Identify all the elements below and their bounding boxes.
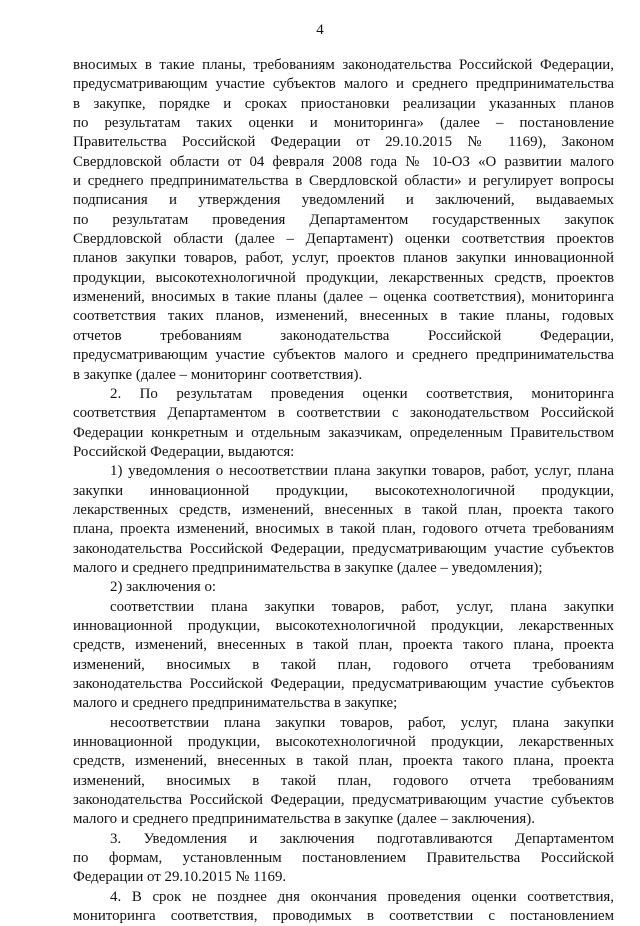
text-line: средств, изменений, внесенных в такой план, проекта такого плана, проекта xyxy=(73,753,614,770)
text-line: средств, изменений, внесенных в такой план, проекта такого плана, проекта xyxy=(73,637,614,654)
text-line: 3. Уведомления и заключения подготавливаются Департаментом xyxy=(110,830,614,847)
text-line: по результатам проведения Департаментом государственных закупок xyxy=(73,211,614,228)
text-line: малого и среднего предпринимательства в закупке; xyxy=(73,695,398,712)
text-line: Российской Федерации, выдаются: xyxy=(73,443,295,460)
text-line: законодательства Российской Федерации, предусматривающим участие субъектов xyxy=(73,676,614,692)
text-line: инновационной продукции, высокотехнологичной продукции, лекарственных xyxy=(73,734,614,751)
text-line: 2. По результатам проведения оценки соответствия, мониторинга xyxy=(110,385,614,402)
text-line: по результатам таких оценки и мониторинга» (далее – постановление xyxy=(73,115,614,132)
text-line: изменений, вносимых в такой план, годового отчета требованиям xyxy=(73,772,614,789)
text-line: 2) заключения о: xyxy=(110,579,217,596)
text-line: Правительства Российской Федерации от 29.10.2015 № 1169), Законом xyxy=(73,134,614,151)
text-line: в закупке, порядке и сроках приостановки реализации указанных планов xyxy=(73,95,614,112)
text-line: мониторинга соответствия, проводимых в соответствии с постановлением xyxy=(73,908,614,925)
text-line: предусматривающим участие субъектов малого и среднего предпринимательства xyxy=(73,347,614,364)
text-line: несоответствии плана закупки товаров, работ, услуг, плана закупки xyxy=(110,714,614,731)
text-line: плана, проекта изменений, вносимых в такой план, годового отчета требованиям xyxy=(73,521,614,538)
text-line: Свердловской области (далее – Департамент) оценки соответствия проектов xyxy=(73,231,614,248)
text-line: законодательства Российской Федерации, предусматривающим участие субъектов xyxy=(73,792,614,809)
document-body xyxy=(73,56,614,926)
text-line: вносимых в такие планы, требованиям законодательства Российской Федерации, xyxy=(73,57,614,73)
text-line: законодательства Российской Федерации, предусматривающим участие субъектов xyxy=(73,540,614,557)
text-line: закупки инновационной продукции, высокотехнологичной продукции, xyxy=(73,482,614,499)
text-line: Федерации конкретным и отдельным заказчикам, определенным Правительством xyxy=(73,424,614,441)
text-line: соответствия таких планов, изменений, внесенных в такие планы, годовых xyxy=(73,308,614,325)
text-line: соответствия Департаментом в соответствии с законодательством Российской xyxy=(73,405,614,422)
text-line: изменений, вносимых в такие планы (далее – оценка соответствия), мониторинга xyxy=(73,289,614,306)
text-line: в закупке (далее – мониторинг соответствия). xyxy=(73,366,363,383)
text-line: по формам, установленным постановлением Правительства Российской xyxy=(73,850,614,867)
text-line: подписания и утверждения уведомлений и заключений, выдаваемых xyxy=(73,192,614,209)
text-line: лекарственных средств, изменений, внесенных в такой план, проекта такого xyxy=(73,501,614,518)
text-line: инновационной продукции, высокотехнологичной продукции, лекарственных xyxy=(73,617,614,634)
text-line: малого и среднего предпринимательства в закупке (далее – уведомления); xyxy=(73,559,543,576)
text-line: Федерации от 29.10.2015 № 1169. xyxy=(73,869,287,886)
text-line: изменений, вносимых в такой план, годового отчета требованиям xyxy=(73,656,614,673)
text-line: 1) уведомления о несоответствии плана закупки товаров, работ, услуг, плана xyxy=(110,463,614,480)
text-line: и среднего предпринимательства в Свердловской области» и регулирует вопросы xyxy=(73,173,614,190)
text-line: 4. В срок не позднее дня окончания проведения оценки соответствия, xyxy=(110,888,614,905)
text-line: Свердловской области от 04 февраля 2008 года № 10-ОЗ «О развитии малого xyxy=(73,153,614,170)
text-line: малого и среднего предпринимательства в закупке (далее – заключения). xyxy=(73,811,535,828)
page-number: 4 xyxy=(316,22,324,38)
text-line: соответствии плана закупки товаров, работ, услуг, плана закупки xyxy=(110,598,614,615)
text-line: планов закупки товаров, работ, услуг, проектов планов закупки инновационной xyxy=(73,250,614,267)
text-line: отчетов требованиям законодательства Российской Федерации, xyxy=(73,327,614,344)
text-line: предусматривающим участие субъектов малого и среднего предпринимательства xyxy=(73,76,614,93)
text-line: продукции, высокотехнологичной продукции, лекарственных средств, проектов xyxy=(73,269,614,286)
